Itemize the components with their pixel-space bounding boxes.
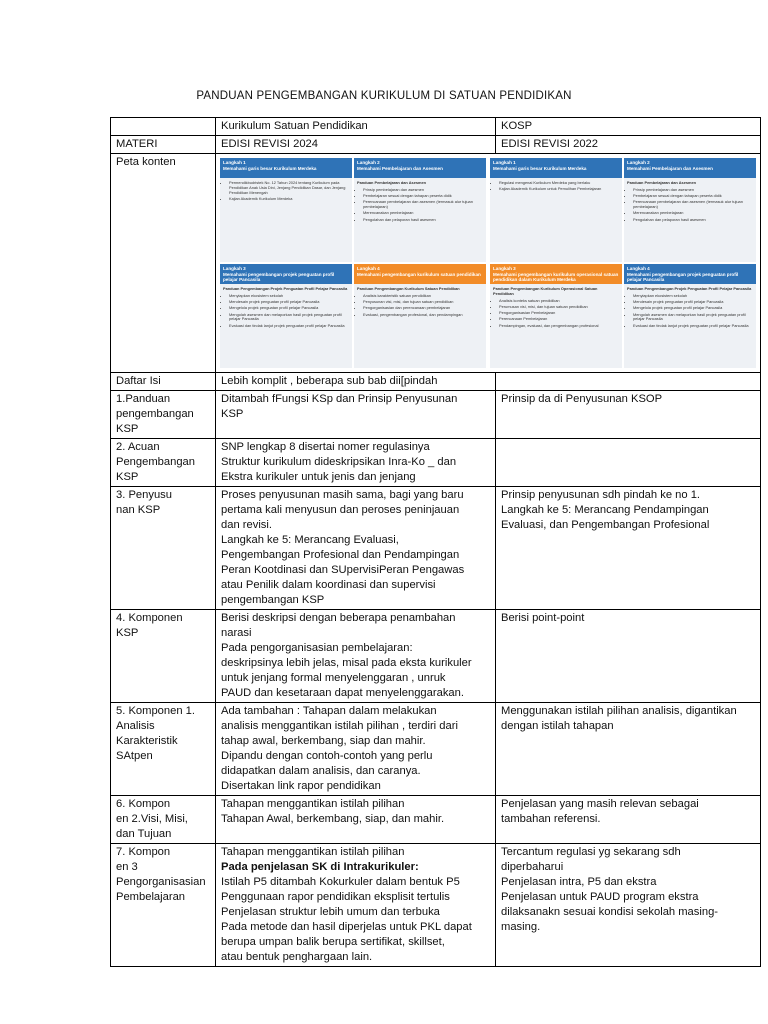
kosp-2022-cell-line: tambahan referensi.	[501, 813, 601, 825]
step-number: Langkah 3	[223, 266, 246, 271]
row-label-line: dan Tujuan	[116, 828, 172, 840]
row-label-line: nan KSP	[116, 504, 161, 516]
row-label-line: Daftar Isi	[116, 375, 161, 387]
step-card-item: • Merencanakan pembelajaran	[633, 211, 753, 216]
ksp-2024-cell-line: Pada pengorganisasian pembelajaran:	[221, 642, 413, 654]
step-card-header	[624, 264, 756, 284]
step-card-1	[490, 158, 622, 262]
row-label-line: KSP	[116, 471, 139, 483]
kosp-2022-cell-line: Prinsip da di Penyusunan KSOP	[501, 393, 663, 405]
document-title: PANDUAN PENGEMBANGAN KURIKULUM DI SATUAN PENDIDIKAN	[196, 90, 572, 102]
step-card-body	[354, 284, 486, 322]
step-card-4	[624, 264, 756, 368]
table-row	[111, 487, 761, 610]
step-card-item: • Permendikbudristek No. 12 Tahun 2024 tentang Kurikulum pada Pendidikan Anak Usia Dini, Jenjang Pendidikan Dasar, dan Jenjang Pendidikan Menengah	[229, 181, 349, 195]
step-card-item: • Regulasi mengenai Kurikulum Merdeka yang berlaku	[499, 181, 619, 186]
kosp-2022-cell	[496, 487, 761, 610]
content-map-2024	[220, 158, 486, 368]
step-card-item: • Kajian Akademik Kurikulum untuk Pemulihan Pembelajaran	[499, 187, 619, 192]
ksp-2024-cell	[216, 391, 496, 439]
header-cell-empty	[111, 118, 216, 136]
header-cell-kosp: KOSP	[496, 118, 761, 136]
step-card-item: • Prinsip pembelajaran dan asesmen	[633, 188, 753, 193]
ksp-2024-cell-line: Pada metode dan hasil diperjelas untuk PKL dapat	[221, 921, 472, 933]
kosp-2022-cell-line: diperbaharui	[501, 861, 564, 873]
kosp-2022-cell-line: Berisi point-point	[501, 612, 585, 624]
kosp-2022-cell-line: Prinsip penyusunan sdh pindah ke no 1.	[501, 489, 701, 501]
ksp-2024-cell-line: narasi	[221, 627, 252, 639]
step-card-body	[490, 178, 622, 197]
row-label-line: Karakteristik	[116, 735, 178, 747]
row-label-line: Analisis	[116, 720, 155, 732]
ksp-2024-cell-line: KSP	[221, 408, 244, 420]
ksp-2024-cell-line: atau bentuk penghargaan lain.	[221, 951, 373, 963]
table-row	[111, 610, 761, 703]
step-card-body	[624, 284, 756, 333]
step-card-body	[220, 178, 352, 206]
ksp-2024-cell-line: Tahapan menggantikan istilah pilihan	[221, 798, 405, 810]
step-card-item: • Menyiapkan ekosistem sekolah	[229, 294, 349, 299]
step-card-item: • Kajian Akademik Kurikulum Merdeka	[229, 197, 349, 202]
ksp-2024-cell-line: pertama kali menyusun dan peroses peninjauan	[221, 504, 460, 516]
step-card-title: Panduan Pembelajaran dan Asesmen	[357, 180, 427, 185]
peta-konten-label: Peta konten	[111, 154, 216, 373]
kosp-2022-cell-line: masing.	[501, 921, 541, 933]
kosp-2022-cell-line: Evaluasi, dan Pengembangan Profesional	[501, 519, 710, 531]
ksp-2024-cell-line: Ekstra kurikuler untuk jenis dan jenjang	[221, 471, 416, 483]
ksp-2024-cell-line: pengembangan KSP	[221, 594, 325, 606]
ksp-2024-cell-line: Lebih komplit , beberapa sub bab dii[pindah	[221, 375, 438, 387]
step-card-header	[354, 264, 486, 284]
row-label	[111, 487, 216, 610]
step-card-item: • Perencanaan pembelajaran dan asesmen (termasuk alur tujuan pembelajaran)	[633, 200, 753, 210]
step-heading: Memahami garis besar Kurikulum Merdeka	[493, 165, 587, 171]
edition-2024: EDISI REVISI 2024	[216, 136, 496, 154]
step-heading: Memahami pengembangan kurikulum operasional satuan pendidikan dalam Kurikulum Merdeka	[493, 271, 619, 283]
ksp-2024-cell-line: Tahapan menggantikan istilah pilihan	[221, 846, 405, 858]
step-heading: Memahami pengembangan projek penguatan profil pelajar Pancasila	[223, 271, 335, 283]
row-label	[111, 844, 216, 967]
ksp-2024-cell-line: Disertakan link rapor pendidikan	[221, 780, 381, 792]
step-card-item: • Evaluasi, pengembangan profesional, dan pendampingan	[363, 313, 483, 318]
ksp-2024-cell	[216, 703, 496, 796]
step-card-3	[490, 264, 622, 368]
step-card-item: • Mendesain projek penguatan profil pelajar Pancasila	[229, 300, 349, 305]
step-card-body	[490, 284, 622, 333]
table-row	[111, 373, 761, 391]
ksp-2024-cell-line: analisis menggantikan istilah pilihan , terdiri dari	[221, 720, 458, 732]
ksp-2024-cell-line: untuk jenjang formal menyelenggaran , unruk	[221, 672, 446, 684]
step-card-item: • Menyiapkan ekosistem sekolah	[633, 294, 753, 299]
step-number: Langkah 1	[223, 160, 246, 165]
step-card-item: • Mengelola projek penguatan profil pelajar Pancasila	[229, 306, 349, 311]
step-card-body	[624, 178, 756, 227]
step-card-item: • Penyusunan visi, misi, dan tujuan satuan pendidikan	[363, 300, 483, 305]
step-card-title: Panduan Pengembangan Kurikulum Satuan Pendidikan	[357, 286, 460, 291]
step-number: Langkah 1	[493, 160, 516, 165]
table-row	[111, 439, 761, 487]
step-card-item: • Perumusan visi, misi, dan tujuan satuan pendidikan	[499, 305, 619, 310]
ksp-2024-cell-line: Penggunaan rapor pendidikan eksplisit tertulis	[221, 891, 450, 903]
content-map-2022	[490, 158, 756, 368]
step-card-header	[354, 158, 486, 178]
step-number: Langkah 2	[627, 160, 650, 165]
row-label	[111, 391, 216, 439]
kosp-2022-cell	[496, 703, 761, 796]
row-label	[111, 610, 216, 703]
row-label-line: 4. Komponen	[116, 612, 183, 624]
kosp-2022-cell	[496, 373, 761, 391]
step-card-2	[624, 158, 756, 262]
row-label-line: 1.Panduan	[116, 393, 171, 405]
peta-konten-row	[111, 154, 761, 373]
table-row	[111, 391, 761, 439]
comparison-table	[110, 117, 761, 967]
step-card-body	[220, 284, 352, 333]
step-card-item: • Analisis konteks satuan pendidikan	[499, 299, 619, 304]
peta-konten-cell	[216, 154, 761, 373]
step-card-item: • Analisis karakteristik satuan pendidikan	[363, 294, 483, 299]
step-card-title: Panduan Pengembangan Projek Penguatan Profil Pelajar Pancasila	[627, 286, 752, 291]
step-card-item: • Pengolahan dan pelaporan hasil asesmen	[633, 218, 753, 223]
ksp-2024-cell	[216, 373, 496, 391]
kosp-2022-cell-line: Penjelasan untuk PAUD program ekstra	[501, 891, 699, 903]
kosp-2022-cell-line: Penjelasan yang masih relevan sebagai	[501, 798, 699, 810]
step-card-item: • Pengolahan dan pelaporan hasil asesmen	[363, 218, 483, 223]
row-label	[111, 703, 216, 796]
step-heading: Memahami Pembelajaran dan Asesmen	[357, 165, 443, 171]
ksp-2024-cell-line: dan revisi.	[221, 519, 272, 531]
kosp-2022-cell	[496, 439, 761, 487]
ksp-2024-cell-line: Struktur kurikulum dideskripsikan Inra-Ko _ dan	[221, 456, 457, 468]
kosp-2022-cell	[496, 610, 761, 703]
row-label	[111, 439, 216, 487]
ksp-2024-cell-line: Proses penyusunan masih sama, bagi yang baru	[221, 489, 464, 501]
step-heading: Memahami pengembangan projek penguatan profil pelajar Pancasila	[627, 271, 739, 283]
step-card-4	[354, 264, 486, 368]
kosp-2022-cell	[496, 796, 761, 844]
ksp-2024-cell-line: berupa umpan balik berupa sertifikat, skillset,	[221, 936, 445, 948]
ksp-2024-cell-line: Istilah P5 ditambah Kokurkuler dalam bentuk P5	[221, 876, 460, 888]
table-row	[111, 844, 761, 967]
materi-label: MATERI	[111, 136, 216, 154]
ksp-2024-cell	[216, 610, 496, 703]
kosp-2022-cell-line: Langkah ke 5: Merancang Pendampingan	[501, 504, 709, 516]
ksp-2024-cell	[216, 439, 496, 487]
step-card-1	[220, 158, 352, 262]
materi-row	[111, 136, 761, 154]
step-heading: Memahami pengembangan kurikulum satuan pendidikan	[357, 271, 481, 277]
step-card-item: • Evaluasi dan tindak lanjut projek penguatan profil pelajar Pancasila	[229, 324, 349, 329]
step-card-item: • Pembelajaran sesuai dengan tahapan peserta didik	[363, 194, 483, 199]
ksp-2024-cell-line: Peran Kootdinasi dan SUpervisiPeran Pengawas	[221, 564, 465, 576]
step-heading: Memahami garis besar Kurikulum Merdeka	[223, 165, 317, 171]
ksp-2024-cell-line: SNP lengkap 8 disertai nomer regulasinya	[221, 441, 430, 453]
ksp-2024-cell-line: atau Penilik dalam koordinasi dan supervisi	[221, 579, 436, 591]
ksp-2024-cell-line: Berisi deskripsi dengan beberapa penambahan	[221, 612, 456, 624]
ksp-2024-cell-line: Pengembangan Profesional dan Pendampingan	[221, 549, 460, 561]
ksp-2024-cell-line: didapatkan dalam analisis, dan caranya.	[221, 765, 421, 777]
step-card-title: Panduan Pembelajaran dan Asesmen	[627, 180, 697, 185]
step-number: Langkah 3	[493, 266, 516, 271]
kosp-2022-cell-line: Tercantum regulasi yg sekarang sdh	[501, 846, 681, 858]
ksp-2024-cell-line: PAUD dan kesetaraan dapat menyelenggarakan.	[221, 687, 464, 699]
ksp-2024-cell	[216, 487, 496, 610]
step-card-header	[220, 158, 352, 178]
step-card-item: • Perencanaan pembelajaran dan asesmen (termasuk alur tujuan pembelajaran)	[363, 200, 483, 210]
kosp-2022-cell-line: dengan istilah tahapan	[501, 720, 614, 732]
ksp-2024-cell-line: Langkah ke 5: Merancang Evaluasi,	[221, 534, 399, 546]
step-card-title: Panduan Pengembangan Kurikulum Operasional Satuan Pendidikan	[493, 286, 598, 296]
step-card-3	[220, 264, 352, 368]
step-card-item: • Evaluasi dan tindak lanjut projek penguatan profil pelajar Pancasila	[633, 324, 753, 329]
step-card-item: • Pengorganisasian Pembelajaran	[499, 311, 619, 316]
ksp-2024-cell-line: Dipandu dengan contoh-contoh yang perlu	[221, 750, 433, 762]
step-card-item: • Mengolah asesmen dan melaporkan hasil projek penguatan profil pelajar Pancasila	[633, 313, 753, 323]
step-card-title: Panduan Pengembangan Projek Penguatan Profil Pelajar Pancasila	[223, 286, 348, 291]
row-label	[111, 373, 216, 391]
kosp-2022-cell	[496, 844, 761, 967]
step-number: Langkah 4	[357, 266, 380, 271]
step-card-item: • Mengelola projek penguatan profil pelajar Pancasila	[633, 306, 753, 311]
step-card-item: • Prinsip pembelajaran dan asesmen	[363, 188, 483, 193]
ksp-2024-cell	[216, 844, 496, 967]
kosp-2022-cell-line: dilaksanakn sesuai kondisi sekolah masing-	[501, 906, 719, 918]
kosp-2022-cell-line: Menggunakan istilah pilihan analisis, digantikan	[501, 705, 737, 717]
row-label-line: KSP	[116, 627, 139, 639]
row-label-line: en 3	[116, 861, 138, 873]
step-card-2	[354, 158, 486, 262]
step-heading: Memahami Pembelajaran dan Asesmen	[627, 165, 713, 171]
row-label-line: 6. Kompon	[116, 798, 171, 810]
step-card-item: • Pendampingan, evaluasi, dan pengembangan profesional	[499, 324, 619, 329]
step-card-item: • Pengorganisasian dan perencanaan pembelajaran	[363, 306, 483, 311]
step-card-item: • Mendesain projek penguatan profil pelajar Pancasila	[633, 300, 753, 305]
step-card-body	[354, 178, 486, 227]
kosp-2022-cell	[496, 391, 761, 439]
ksp-2024-cell-line: Ada tambahan : Tahapan dalam melakukan	[221, 705, 437, 717]
ksp-2024-cell	[216, 796, 496, 844]
ksp-2024-cell-line: Pada penjelasan SK di Intrakurikuler:	[221, 861, 419, 873]
ksp-2024-cell-line: deskripsinya lebih jelas, misal pada eksta kurikuler	[221, 657, 472, 669]
row-label-line: 3. Penyusu	[116, 489, 172, 501]
step-card-header	[490, 158, 622, 178]
row-label-line: pengembangan	[116, 408, 194, 420]
step-number: Langkah 4	[627, 266, 650, 271]
step-card-header	[490, 264, 622, 284]
step-card-header	[220, 264, 352, 284]
row-label-line: 2. Acuan	[116, 441, 160, 453]
step-card-item: • Perencanaan Pembelajaran	[499, 317, 619, 322]
ksp-2024-cell-line: Tahapan Awal, berkembang, siap, dan mahir.	[221, 813, 445, 825]
row-label-line: 7. Kompon	[116, 846, 171, 858]
table-row	[111, 796, 761, 844]
kosp-2022-cell-line: Penjelasan intra, P5 dan ekstra	[501, 876, 657, 888]
row-label-line: 5. Komponen 1.	[116, 705, 195, 717]
ksp-2024-cell-line: Penjelasan struktur lebih umum dan terbuka	[221, 906, 440, 918]
row-label-line: SAtpen	[116, 750, 153, 762]
row-label-line: en 2.Visi, Misi,	[116, 813, 188, 825]
step-card-item: • Mengolah asesmen dan melaporkan hasil projek penguatan profil pelajar Pancasila	[229, 313, 349, 323]
row-label-line: Pembelajaran	[116, 891, 186, 903]
header-cell-ksp: Kurikulum Satuan Pendidikan	[216, 118, 496, 136]
row-label-line: KSP	[116, 423, 139, 435]
step-number: Langkah 2	[357, 160, 380, 165]
step-card-item: • Pembelajaran sesuai dengan tahapan peserta didik	[633, 194, 753, 199]
step-card-header	[624, 158, 756, 178]
row-label-line: Pengembangan	[116, 456, 196, 468]
ksp-2024-cell-line: Ditambah fFungsi KSp dan Prinsip Penyusunan	[221, 393, 458, 405]
header-row	[111, 118, 761, 136]
ksp-2024-cell-line: tahap awal, berkembang, siap dan mahir.	[221, 735, 426, 747]
table-row	[111, 703, 761, 796]
edition-2022: EDISI REVISI 2022	[496, 136, 761, 154]
step-card-item: • Merencanakan pembelajaran	[363, 211, 483, 216]
row-label-line: Pengorganisasian	[116, 876, 206, 888]
row-label	[111, 796, 216, 844]
